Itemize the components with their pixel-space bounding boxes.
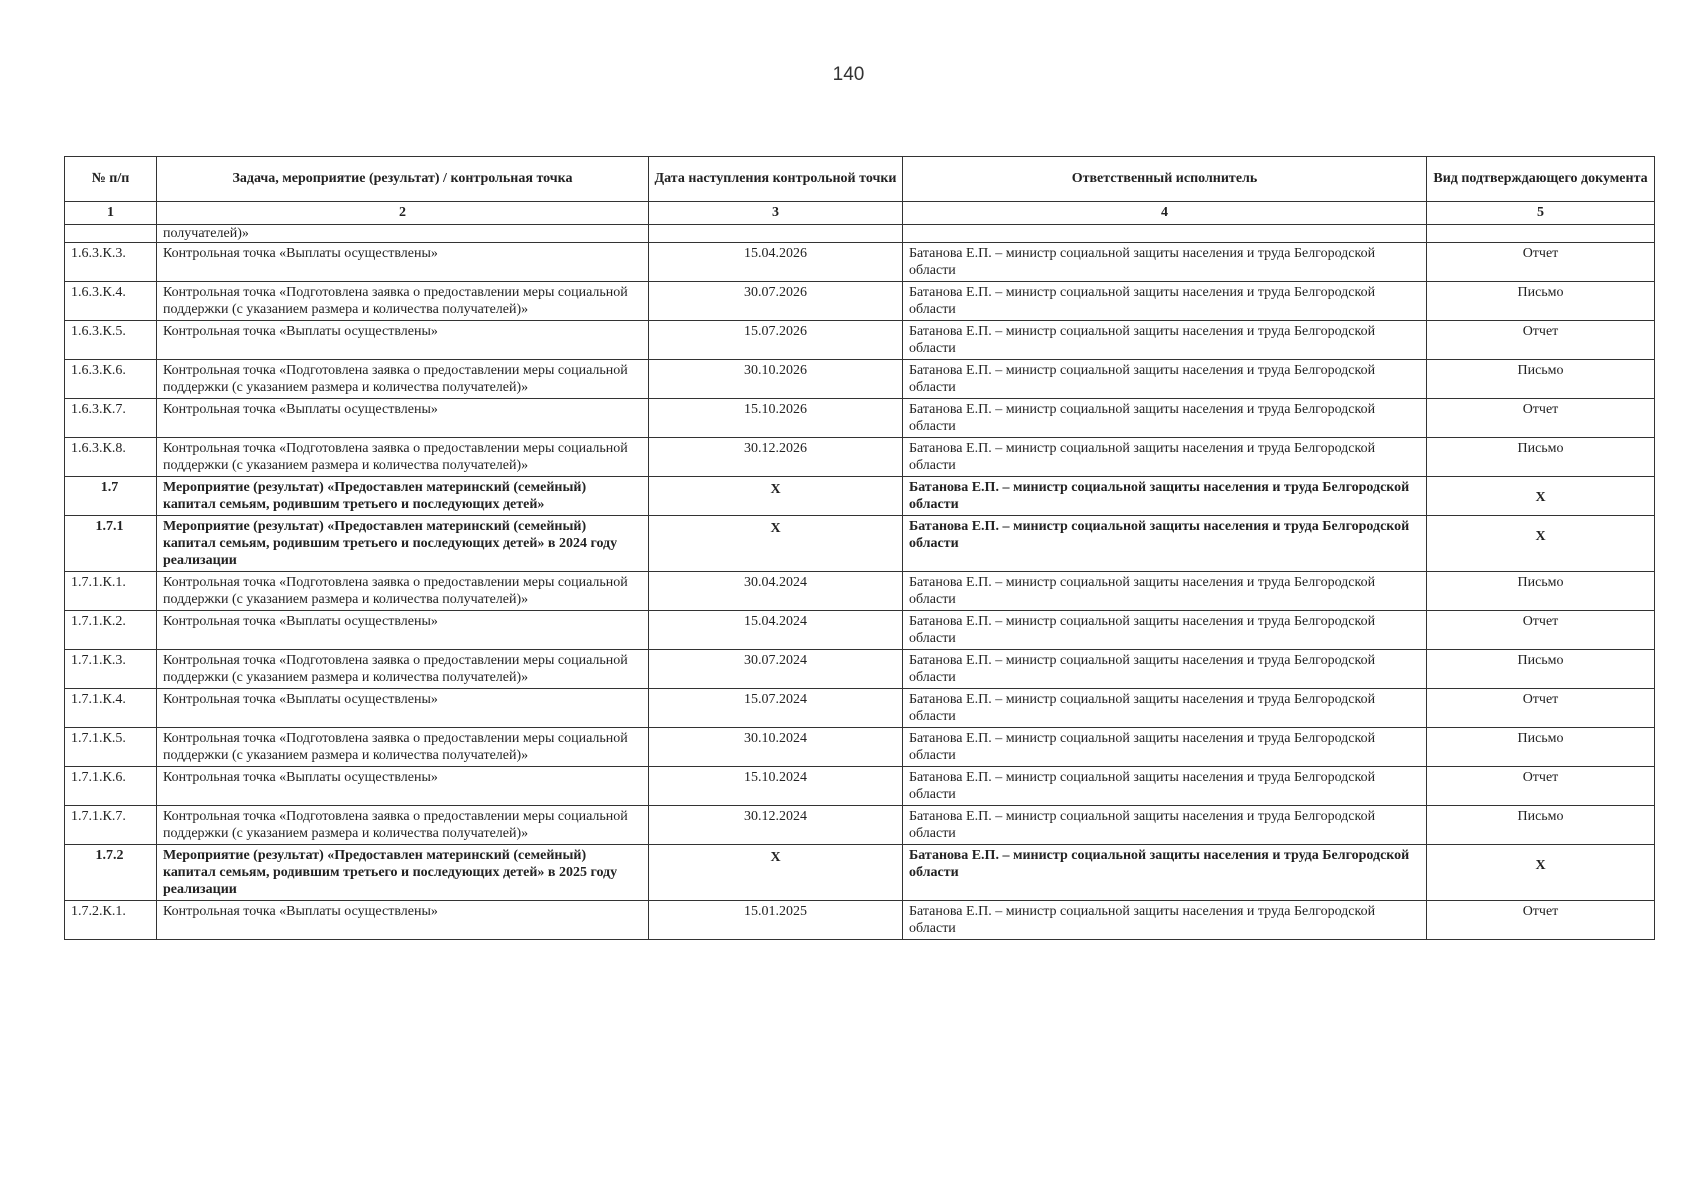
cell-num [65, 225, 157, 243]
cell-task: Контрольная точка «Подготовлена заявка о предоставлении меры социальной поддержки (с указанием размера и количества получателей)» [157, 650, 649, 689]
cell-num: 1.6.3.К.6. [65, 360, 157, 399]
cell-executor: Батанова Е.П. – министр социальной защиты населения и труда Белгородской области [903, 360, 1427, 399]
column-number: 4 [903, 202, 1427, 225]
cell-num: 1.7.2.К.1. [65, 901, 157, 940]
table-row [65, 399, 1655, 438]
cell-num: 1.6.3.К.8. [65, 438, 157, 477]
column-number: 5 [1427, 202, 1655, 225]
cell-task: Контрольная точка «Выплаты осуществлены» [157, 243, 649, 282]
table-row [65, 689, 1655, 728]
cell-executor: Батанова Е.П. – министр социальной защиты населения и труда Белгородской области [903, 901, 1427, 940]
cell-doc: Отчет [1427, 767, 1655, 806]
cell-task: Контрольная точка «Подготовлена заявка о предоставлении меры социальной поддержки (с указанием размера и количества получателей)» [157, 572, 649, 611]
cell-date: 30.07.2026 [649, 282, 903, 321]
cell-date: 15.07.2026 [649, 321, 903, 360]
header-executor: Ответственный исполнитель [903, 157, 1427, 202]
cell-executor: Батанова Е.П. – министр социальной защиты населения и труда Белгородской области [903, 650, 1427, 689]
cell-executor: Батанова Е.П. – министр социальной защиты населения и труда Белгородской области [903, 689, 1427, 728]
cell-task: Контрольная точка «Подготовлена заявка о предоставлении меры социальной поддержки (с указанием размера и количества получателей)» [157, 438, 649, 477]
table-row [65, 572, 1655, 611]
cell-executor: Батанова Е.П. – министр социальной защиты населения и труда Белгородской области [903, 806, 1427, 845]
cell-task: Мероприятие (результат) «Предоставлен материнский (семейный) капитал семьям, родившим третьего и последующих детей» в 2024 году реализации [157, 516, 649, 572]
cell-doc: Отчет [1427, 611, 1655, 650]
cell-date: 15.07.2024 [649, 689, 903, 728]
cell-num: 1.6.3.К.5. [65, 321, 157, 360]
cell-task: Контрольная точка «Выплаты осуществлены» [157, 767, 649, 806]
cell-task: Мероприятие (результат) «Предоставлен материнский (семейный) капитал семьям, родившим третьего и последующих детей» в 2025 году реализации [157, 845, 649, 901]
table-row [65, 806, 1655, 845]
cell-task: Контрольная точка «Выплаты осуществлены» [157, 689, 649, 728]
table-row [65, 438, 1655, 477]
cell-doc: X [1427, 477, 1655, 516]
cell-date: 15.10.2024 [649, 767, 903, 806]
cell-doc: Отчет [1427, 399, 1655, 438]
column-number-row [65, 202, 1655, 225]
cell-date: 30.10.2024 [649, 728, 903, 767]
cell-task: Контрольная точка «Подготовлена заявка о предоставлении меры социальной поддержки (с указанием размера и количества получателей)» [157, 806, 649, 845]
cell-doc: Письмо [1427, 360, 1655, 399]
cell-executor: Батанова Е.П. – министр социальной защиты населения и труда Белгородской области [903, 438, 1427, 477]
cell-date: 30.10.2026 [649, 360, 903, 399]
cell-date: 30.07.2024 [649, 650, 903, 689]
cell-num: 1.7.1.К.7. [65, 806, 157, 845]
cell-executor: Батанова Е.П. – министр социальной защиты населения и труда Белгородской области [903, 728, 1427, 767]
cell-doc: Отчет [1427, 689, 1655, 728]
cell-num: 1.7.1.К.6. [65, 767, 157, 806]
cell-executor: Батанова Е.П. – министр социальной защиты населения и труда Белгородской области [903, 767, 1427, 806]
cell-date [649, 225, 903, 243]
cell-doc: X [1427, 845, 1655, 901]
cell-doc: Письмо [1427, 728, 1655, 767]
cell-executor: Батанова Е.П. – министр социальной защиты населения и труда Белгородской области [903, 282, 1427, 321]
cell-date: X [649, 516, 903, 572]
cell-doc [1427, 225, 1655, 243]
cell-task: Контрольная точка «Выплаты осуществлены» [157, 399, 649, 438]
cell-num: 1.7.1.К.3. [65, 650, 157, 689]
control-points-table [64, 156, 1655, 940]
cell-num: 1.7.1.К.4. [65, 689, 157, 728]
cell-executor: Батанова Е.П. – министр социальной защиты населения и труда Белгородской области [903, 243, 1427, 282]
header-num: № п/п [65, 157, 157, 202]
table-body [65, 225, 1655, 940]
table-row [65, 243, 1655, 282]
cell-num: 1.7 [65, 477, 157, 516]
cell-task: Контрольная точка «Выплаты осуществлены» [157, 611, 649, 650]
cell-doc: X [1427, 516, 1655, 572]
cell-num: 1.7.1.К.1. [65, 572, 157, 611]
cell-num: 1.7.1.К.2. [65, 611, 157, 650]
cell-executor: Батанова Е.П. – министр социальной защиты населения и труда Белгородской области [903, 399, 1427, 438]
cell-executor: Батанова Е.П. – министр социальной защиты населения и труда Белгородской области [903, 477, 1427, 516]
cell-executor [903, 225, 1427, 243]
cell-doc: Письмо [1427, 438, 1655, 477]
table-row [65, 516, 1655, 572]
table-row [65, 650, 1655, 689]
cell-executor: Батанова Е.П. – министр социальной защиты населения и труда Белгородской области [903, 516, 1427, 572]
cell-num: 1.6.3.К.4. [65, 282, 157, 321]
header-doc: Вид подтверждающего документа [1427, 157, 1655, 202]
cell-doc: Письмо [1427, 572, 1655, 611]
cell-date: 30.04.2024 [649, 572, 903, 611]
table-row [65, 845, 1655, 901]
table-header [65, 157, 1655, 225]
page-number: 140 [832, 64, 865, 85]
header-row [65, 157, 1655, 202]
column-number: 2 [157, 202, 649, 225]
cell-executor: Батанова Е.П. – министр социальной защиты населения и труда Белгородской области [903, 572, 1427, 611]
column-number: 3 [649, 202, 903, 225]
table-row [65, 360, 1655, 399]
cell-num: 1.6.3.К.3. [65, 243, 157, 282]
cell-task: Контрольная точка «Выплаты осуществлены» [157, 901, 649, 940]
table-row [65, 901, 1655, 940]
cell-executor: Батанова Е.П. – министр социальной защиты населения и труда Белгородской области [903, 321, 1427, 360]
cell-num: 1.6.3.К.7. [65, 399, 157, 438]
table-row [65, 611, 1655, 650]
cell-task: Контрольная точка «Подготовлена заявка о предоставлении меры социальной поддержки (с указанием размера и количества получателей)» [157, 360, 649, 399]
table-row [65, 321, 1655, 360]
cell-task: Контрольная точка «Выплаты осуществлены» [157, 321, 649, 360]
cell-date: 15.10.2026 [649, 399, 903, 438]
table-row [65, 728, 1655, 767]
cell-task: Мероприятие (результат) «Предоставлен материнский (семейный) капитал семьям, родившим третьего и последующих детей» [157, 477, 649, 516]
cell-doc: Отчет [1427, 321, 1655, 360]
table-row [65, 767, 1655, 806]
cell-date: X [649, 477, 903, 516]
table-row [65, 477, 1655, 516]
cell-date: 15.01.2025 [649, 901, 903, 940]
cell-executor: Батанова Е.П. – министр социальной защиты населения и труда Белгородской области [903, 845, 1427, 901]
cell-task: Контрольная точка «Подготовлена заявка о предоставлении меры социальной поддержки (с указанием размера и количества получателей)» [157, 728, 649, 767]
cell-num: 1.7.2 [65, 845, 157, 901]
cell-date: 15.04.2026 [649, 243, 903, 282]
header-task: Задача, мероприятие (результат) / контрольная точка [157, 157, 649, 202]
table-row [65, 282, 1655, 321]
cell-date: 30.12.2024 [649, 806, 903, 845]
cell-task: получателей)» [157, 225, 649, 243]
cell-num: 1.7.1 [65, 516, 157, 572]
cell-executor: Батанова Е.П. – министр социальной защиты населения и труда Белгородской области [903, 611, 1427, 650]
cell-task: Контрольная точка «Подготовлена заявка о предоставлении меры социальной поддержки (с указанием размера и количества получателей)» [157, 282, 649, 321]
cell-date: 30.12.2026 [649, 438, 903, 477]
cell-doc: Письмо [1427, 806, 1655, 845]
column-number: 1 [65, 202, 157, 225]
cell-date: 15.04.2024 [649, 611, 903, 650]
cell-doc: Письмо [1427, 650, 1655, 689]
cell-doc: Письмо [1427, 282, 1655, 321]
cell-date: X [649, 845, 903, 901]
cell-num: 1.7.1.К.5. [65, 728, 157, 767]
header-date: Дата наступления контрольной точки [649, 157, 903, 202]
cell-doc: Отчет [1427, 243, 1655, 282]
cell-doc: Отчет [1427, 901, 1655, 940]
continuation-row [65, 225, 1655, 243]
